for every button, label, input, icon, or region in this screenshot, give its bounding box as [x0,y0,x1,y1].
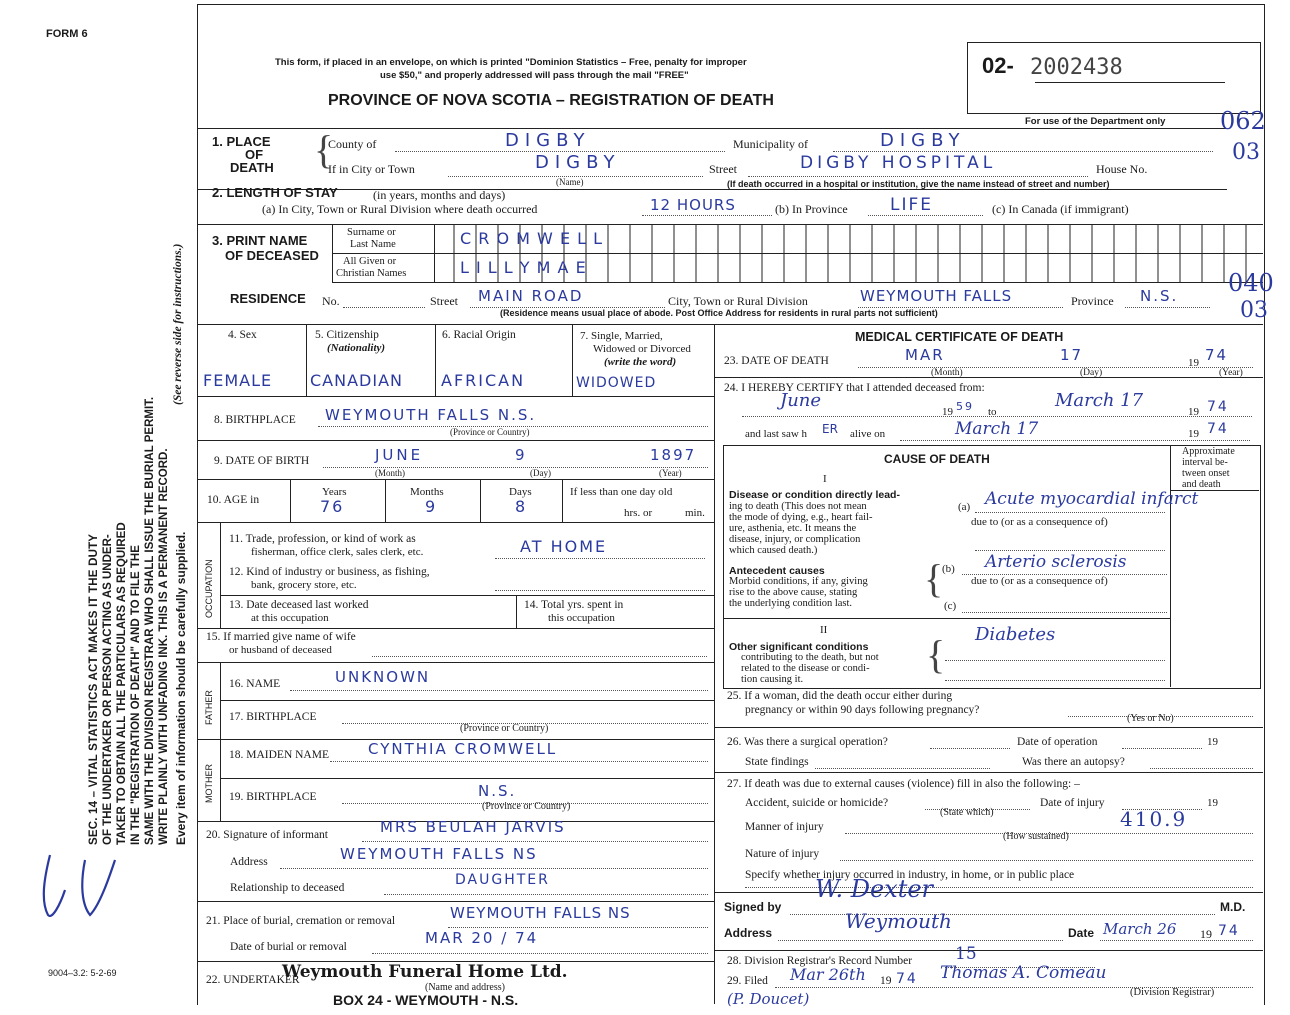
father-province-country: (Province or Country) [460,723,549,734]
mother-side-label: MOTHER [204,764,214,803]
undertaker-label: 22. UNDERTAKER [206,974,300,986]
cause-a-letter: (a) [958,501,971,513]
undertaker-name-address-caption: (Name and address) [425,982,505,993]
antecedent-title: Antecedent causes [729,565,825,577]
alive-on-value: March 17 [955,419,1039,439]
residence-province-label: Province [1071,294,1114,308]
death-label: DEATH [230,160,274,175]
disease-line-6: which caused death.) [729,545,818,556]
state-which-caption: (State which) [940,807,994,818]
hours-label: hrs. or [624,507,653,519]
certify-from-value: June [780,390,822,411]
residence-label: RESIDENCE [230,291,306,306]
place-of-label: OF [245,147,264,162]
physician-address-label: Address [724,926,773,940]
code-062: 062 [1220,107,1266,135]
house-label: House No. [1096,162,1148,176]
death-month-caption: (Month) [931,368,963,378]
burial-date-label: Date of burial or removal [230,941,347,953]
other-condition-value: Diabetes [975,624,1056,645]
instruction-note: (See reverse side for instructions.) [172,243,184,405]
undertaker-stamp-name: Weymouth Funeral Home Ltd. [282,962,568,982]
interval-label-2: interval be- [1182,457,1228,468]
birthplace-label: 8. BIRTHPLACE [214,414,296,426]
racial-origin-value: AFRICAN [441,371,526,390]
other-line-1: Other significant conditions [729,641,869,653]
total-years-label-1: 14. Total yrs. spent in [524,599,624,611]
sex-value: FEMALE [203,371,273,390]
form-number: FORM 6 [46,28,88,40]
father-name-value: UNKNOWN [335,668,431,686]
maiden-name-value: CYNTHIA CROMWELL [368,740,558,758]
q25-line-1: 25. If a woman, did the death occur either during [727,690,953,702]
last-worked-label-2: at this occupation [251,612,329,624]
disease-line-2: ing to death (This does not mean [729,501,867,512]
occupation-side-label: OCCUPATION [204,559,214,618]
minutes-label: min. [685,507,705,519]
filed-year-value: 74 [896,971,918,987]
state-findings-label: State findings [745,756,809,768]
trade-label-2: fisherman, office clerk, sales clerk, etc. [251,546,424,558]
informant-address-label: Address [230,856,268,868]
county-label: County of [328,137,377,151]
other-line-4: tion causing it. [741,674,804,685]
cause-c-letter: (c) [944,600,957,612]
physician-address-value: Weymouth [845,909,952,933]
manner-value: 410.9 [1120,807,1188,831]
relationship-value: DAUGHTER [455,872,550,888]
date-of-death-label: 23. DATE OF DEATH [724,355,829,367]
operation-year-prefix: 19 [1207,736,1218,748]
father-birthplace-label: 17. BIRTHPLACE [229,711,317,723]
instruction-line-2: OF THE UNDERTAKER OR PERSON ACTING AS UNDER- [102,534,114,845]
age-years-value: 76 [320,497,345,516]
dob-label: 9. DATE OF BIRTH [214,455,310,467]
code-03-b: 03 [1240,298,1268,323]
residence-city-label: City, Town or Rural Division [668,294,808,308]
interval-label-3: tween onset [1182,468,1230,479]
instruction-line-6: WRITE PLAINLY WITH UNFADING INK. THIS IS A PERMANENT RECORD. [158,448,170,845]
given-label-1: All Given or [343,256,397,267]
certify-from-year: 59 [956,400,974,413]
record-number-value: 15 [955,944,977,964]
dob-month-value: JUNE [375,446,424,464]
specify-label: Specify whether injury occurred in industry, in home, or in public place [745,869,1075,881]
cause-b-value: Arterio sclerosis [985,552,1127,572]
residence-note: (Residence means usual place of abode. Post Office Address for residents in rural parts not sufficient) [500,308,938,318]
of-deceased-label: OF DECEASED [225,248,319,263]
residence-street-label: Street [430,294,458,308]
autopsy-label: Was there an autopsy? [1022,756,1125,768]
dob-year-value: 1897 [650,446,697,464]
every-item-note: Every item of information should be carefully supplied. [174,531,188,845]
street-label: Street [709,162,737,176]
physician-date-year: 74 [1218,923,1240,939]
interval-label-4: and death [1182,479,1221,490]
trade-value: AT HOME [520,537,608,556]
alive-on-label: alive on [850,428,886,440]
disease-line-3: the mode of dying, e.g., heart fail- [729,512,873,523]
registration-number: 2002438 [1030,55,1123,80]
relationship-label: Relationship to deceased [230,882,345,894]
last-saw-label: and last saw h [745,428,808,440]
cause-b-letter: (b) [942,563,955,575]
nationality-label: (Nationality) [327,342,386,354]
total-years-label-2: this occupation [548,612,615,624]
marital-value: WIDOWED [576,375,657,391]
due-to-b: due to (or as a consequence of) [971,575,1108,587]
stay-city-label: (a) In City, Town or Rural Division where death occurred [262,202,538,216]
city-name-label: (Name) [556,177,584,187]
informant-address-value: WEYMOUTH FALLS NS [340,845,538,863]
marital-label-1: 7. Single, Married, [580,330,663,342]
department-use-note: For use of the Department only [1025,116,1166,127]
street-value: DIGBY HOSPITAL [800,153,997,173]
less-than-day-label: If less than one day old [570,486,673,498]
disease-line-4: ure, asthenia, etc. It means the [729,523,857,534]
sex-label: 4. Sex [228,329,257,341]
instruction-line-5: SAME WITH THE DIVISION REGISTRAR WHO SHALL ISSUE THE BURIAL PERMIT. [144,396,156,845]
q27-label: 27. If death was due to external causes (violence) fill in also the following: – [727,778,1080,790]
informant-label: 20. Signature of informant [206,829,329,841]
mother-province-country: (Province or Country) [482,801,571,812]
last-saw-value: ER [822,422,838,436]
stay-province-label: (b) In Province [775,202,848,216]
operation-date-label: Date of operation [1017,736,1098,748]
residence-province-value: N.S. [1140,287,1179,305]
initials-scribble [30,845,150,925]
municipality-value: DIGBY [880,130,966,151]
instruction-line-1: SEC. 14 – VITAL STATISTICS ACT MAKES IT THE DUTY [88,533,100,845]
certify-to-label: to [988,406,997,418]
md-label: M.D. [1220,900,1246,914]
mother-birthplace-label: 19. BIRTHPLACE [229,791,317,803]
age-months-caption: Months [410,486,444,498]
dob-day-caption: (Day) [530,468,551,478]
given-label-2: Christian Names [336,268,407,279]
father-name-label: 16. NAME [229,678,281,690]
stay-canada-label: (c) In Canada (if immigrant) [992,202,1129,216]
marital-label-2: Widowed or Divorced [593,343,691,355]
registrar-signature: Thomas A. Comeau [940,963,1107,983]
how-sustained-caption: (How sustained) [1003,831,1069,842]
dob-month-caption: (Month) [375,468,405,478]
undertaker-stamp-address: BOX 24 - WEYMOUTH - N.S. [333,992,519,1008]
marital-label-3: (write the word) [604,356,677,368]
spouse-label-2: or husband of deceased [229,644,332,656]
stay-subtitle: (in years, months and days) [373,188,506,202]
informant-value: MRS BEULAH JARVIS [380,818,566,836]
antecedent-line-2: Morbid conditions, if any, giving [729,576,868,587]
given-names-value: L I L L Y M A E [460,258,586,277]
county-value: DIGBY [505,130,591,151]
yes-no-caption: (Yes or No) [1127,713,1174,724]
division-registrar-caption: (Division Registrar) [1130,987,1215,998]
hospital-note: (If death occurred in a hospital or institution, give the name instead of street and number) [727,179,1110,189]
physician-date-label: Date [1068,926,1095,940]
medical-certificate-title: MEDICAL CERTIFICATE OF DEATH [855,330,1064,344]
nature-label: Nature of injury [745,848,820,860]
cause-a-value: Acute myocardial infarct [985,489,1199,509]
print-name-label: 3. PRINT NAME [212,233,308,248]
municipality-label: Municipality of [733,137,808,151]
stay-province-value: LIFE [890,195,934,215]
birthplace-province-country: (Province or Country) [450,427,530,437]
age-days-caption: Days [509,486,532,498]
age-label: 10. AGE in [207,494,260,506]
industry-label-1: 12. Kind of industry or business, as fishing, [229,566,430,578]
age-days-value: 8 [515,497,528,516]
burial-label: 21. Place of burial, cremation or removal [206,915,396,927]
birthplace-value: WEYMOUTH FALLS N.S. [325,406,537,424]
manner-label: Manner of injury [745,821,824,833]
instruction-line-4: IN THE "REGISTRATION OF DEATH" AND TO FILE THE [130,545,142,845]
citizenship-value: CANADIAN [310,371,403,390]
stay-city-value: 12 HOURS [650,196,736,214]
mother-birthplace-value: N.S. [478,782,517,800]
place-label: 1. PLACE [212,134,271,149]
section-roman-1: I [823,473,827,485]
interval-label-1: Approximate [1182,446,1235,457]
injury-date-label: Date of injury [1040,797,1105,809]
death-day-value: 17 [1060,346,1084,364]
physician-date-value: March 26 [1103,920,1177,938]
filed-initials-value: (P. Doucet) [727,990,810,1008]
residence-city-value: WEYMOUTH FALLS [860,287,1013,305]
death-year-value: 74 [1205,346,1229,364]
mail-notice-2: use $50," and properly addressed will pass through the mail "FREE" [380,70,689,81]
section-roman-2: II [820,624,828,636]
industry-label-2: bank, grocery store, etc. [251,579,357,591]
city-label: If in City or Town [328,162,415,176]
alive-on-year: 74 [1207,421,1229,437]
form-code: 9004–3.2: 5-2-69 [48,968,117,978]
q26-label: 26. Was there a surgical operation? [727,736,888,748]
q25-line-2: pregnancy or within 90 days following pregnancy? [745,704,980,716]
certify-to-value: March 17 [1055,390,1144,411]
due-to-a: due to (or as a consequence of) [971,516,1108,528]
mail-notice-1: This form, if placed in an envelope, on which is printed "Dominion Statistics – Free, penalty for improper [275,57,747,68]
certify-to-year: 74 [1207,399,1229,415]
antecedent-line-4: the underlying condition last. [729,598,853,609]
age-months-value: 9 [425,497,438,516]
filed-label: 29. Filed [727,975,768,987]
trade-label-1: 11. Trade, profession, or kind of work as [229,533,416,545]
signed-by-label: Signed by [724,900,782,914]
surname-label-1: Surname or [347,227,396,238]
code-03-a: 03 [1232,140,1260,165]
injury-year-prefix: 19 [1207,797,1218,809]
length-of-stay-label: 2. LENGTH OF STAY [212,185,338,200]
other-line-3: related to the disease or condi- [741,663,870,674]
residence-no-label: No. [322,294,340,308]
disease-line-1: Disease or condition directly lead- [729,489,900,501]
burial-place-value: WEYMOUTH FALLS NS [450,904,631,922]
surname-label-2: Last Name [350,239,396,250]
racial-origin-label: 6. Racial Origin [442,329,516,341]
disease-line-5: disease, injury, or complication [729,534,861,545]
accident-label: Accident, suicide or homicide? [745,797,889,809]
maiden-name-label: 18. MAIDEN NAME [229,749,329,761]
record-number-label: 28. Division Registrar's Record Number [727,955,913,967]
city-value: DIGBY [535,152,621,173]
other-line-2: contributing to the death, but not [741,652,879,663]
citizenship-label: 5. Citizenship [315,329,379,341]
antecedent-line-3: rise to the above cause, stating [729,587,858,598]
surname-value: C R O M W E L L [460,229,603,248]
burial-date-value: MAR 20 / 74 [425,929,539,947]
residence-street-value: MAIN ROAD [478,287,584,305]
instruction-line-3: TAKER TO OBTAIN ALL THE PARTICULARS AS REQUIRED [116,522,128,845]
physician-signature: W. Dexter [815,875,934,903]
cause-of-death-title: CAUSE OF DEATH [884,452,990,466]
dob-year-caption: (Year) [659,468,682,478]
last-worked-label-1: 13. Date deceased last worked [229,599,369,611]
certify-label: 24. I HEREBY CERTIFY that I attended deceased from: [724,382,985,394]
death-year-caption: (Year) [1219,368,1243,378]
spouse-label-1: 15. If married give name of wife [206,631,356,643]
death-month-value: MAR [905,346,945,364]
code-040: 040 [1228,269,1274,297]
father-side-label: FATHER [204,690,214,725]
form-title: PROVINCE OF NOVA SCOTIA – REGISTRATION OF DEATH [328,92,774,109]
death-day-caption: (Day) [1080,368,1103,378]
filed-date-value: Mar 26th [790,965,866,984]
age-years-caption: Years [322,486,347,498]
registration-prefix: 02- [982,53,1014,78]
dob-day-value: 9 [515,446,527,464]
